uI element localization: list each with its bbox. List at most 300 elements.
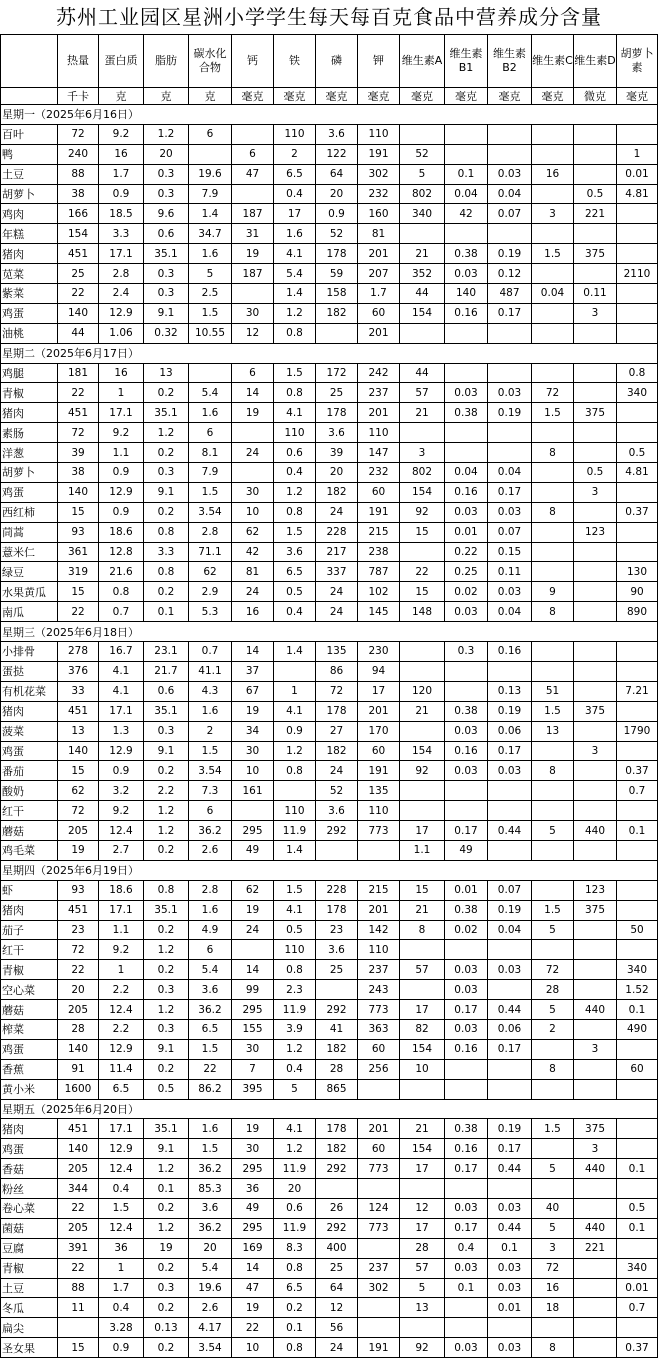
table-cell: 0.6 [144, 681, 189, 701]
table-cell: 0.8 [274, 323, 316, 343]
table-cell: 10 [232, 1338, 274, 1358]
table-cell: 35.1 [144, 701, 189, 721]
table-cell: 17 [358, 681, 400, 701]
table-cell: 2.5 [189, 284, 232, 304]
table-cell: 0.7 [617, 1298, 658, 1318]
table-row [1, 1238, 658, 1258]
table-cell: 8 [532, 1338, 574, 1358]
table-cell: 6 [189, 423, 232, 443]
table-cell: 0.9 [274, 721, 316, 741]
table-cell: 0.3 [144, 1019, 189, 1039]
table-cell: 22 [189, 1059, 232, 1079]
table-cell: 5.4 [189, 383, 232, 403]
table-cell: 3.6 [189, 1198, 232, 1218]
table-cell: 36 [232, 1179, 274, 1199]
table-cell: 0.03 [445, 1338, 488, 1358]
table-cell: 1.4 [274, 840, 316, 860]
table-cell: 21.6 [99, 562, 144, 582]
table-cell: 10 [232, 761, 274, 781]
table-row [1, 423, 658, 443]
table-row [1, 502, 658, 522]
table-cell: 1 [99, 1258, 144, 1278]
table-cell [445, 1179, 488, 1199]
table-cell: 12 [316, 1298, 358, 1318]
food-name: 榨菜 [1, 1019, 58, 1039]
table-cell: 15 [400, 880, 445, 900]
table-cell: 0.03 [488, 1338, 532, 1358]
section-label: 星期二（2025年6月17日） [1, 343, 658, 363]
table-cell: 72 [532, 383, 574, 403]
table-cell: 440 [574, 1159, 617, 1179]
table-cell: 319 [58, 562, 99, 582]
table-cell [488, 781, 532, 801]
table-cell: 440 [574, 1000, 617, 1020]
table-cell: 0.8 [274, 761, 316, 781]
table-cell [617, 701, 658, 721]
table-cell: 0.5 [617, 443, 658, 463]
table-cell [400, 661, 445, 681]
table-cell: 49 [445, 840, 488, 860]
table-cell: 35.1 [144, 244, 189, 264]
table-cell [488, 224, 532, 244]
table-cell: 21 [400, 244, 445, 264]
table-cell: 278 [58, 642, 99, 662]
table-cell [617, 661, 658, 681]
section-label: 星期一（2025年6月16日） [1, 105, 658, 125]
table-cell: 0.38 [445, 244, 488, 264]
table-cell: 154 [400, 1039, 445, 1059]
table-cell: 16 [99, 144, 144, 164]
table-cell [532, 880, 574, 900]
table-cell: 1.4 [274, 642, 316, 662]
table-cell: 0.2 [144, 502, 189, 522]
food-name: 粉丝 [1, 1179, 58, 1199]
table-cell [574, 1079, 617, 1099]
header-corner-unit [1, 88, 58, 105]
table-cell [488, 363, 532, 383]
table-cell: 0.04 [488, 184, 532, 204]
table-cell [574, 980, 617, 1000]
table-row [1, 144, 658, 164]
table-cell: 4.17 [189, 1318, 232, 1338]
table-row [1, 1198, 658, 1218]
table-cell: 6.5 [189, 1019, 232, 1039]
table-cell: 60 [617, 1059, 658, 1079]
table-cell: 17 [400, 1159, 445, 1179]
table-cell: 11.4 [99, 1059, 144, 1079]
table-cell: 240 [58, 144, 99, 164]
table-cell: 0.04 [445, 184, 488, 204]
table-cell [617, 880, 658, 900]
table-cell [445, 423, 488, 443]
table-cell: 34.7 [189, 224, 232, 244]
table-row [1, 741, 658, 761]
table-cell: 0.3 [445, 642, 488, 662]
table-cell: 0.03 [445, 960, 488, 980]
table-cell: 42 [445, 204, 488, 224]
food-name: 圣女果 [1, 1338, 58, 1358]
table-row [1, 920, 658, 940]
table-row [1, 1159, 658, 1179]
table-cell: 0.19 [488, 403, 532, 423]
table-cell: 110 [274, 124, 316, 144]
column-unit: 毫克 [617, 88, 658, 105]
table-cell: 52 [316, 224, 358, 244]
table-cell: 28 [58, 1019, 99, 1039]
table-row [1, 1298, 658, 1318]
table-cell [58, 1318, 99, 1338]
table-cell: 34 [232, 721, 274, 741]
table-cell: 86.2 [189, 1079, 232, 1099]
table-cell: 5.4 [189, 1258, 232, 1278]
table-cell [574, 363, 617, 383]
table-cell [232, 284, 274, 304]
table-cell [532, 542, 574, 562]
table-cell: 375 [574, 244, 617, 264]
table-cell [488, 980, 532, 1000]
table-cell: 201 [358, 900, 400, 920]
table-cell [445, 323, 488, 343]
table-cell: 22 [58, 1198, 99, 1218]
table-cell: 0.03 [488, 1258, 532, 1278]
table-row [1, 124, 658, 144]
table-cell: 0.3 [144, 721, 189, 741]
table-cell [574, 423, 617, 443]
table-row [1, 681, 658, 701]
table-cell: 0.8 [274, 383, 316, 403]
table-cell: 20 [144, 144, 189, 164]
table-cell: 2.6 [189, 840, 232, 860]
table-cell: 1.5 [532, 244, 574, 264]
table-cell: 12 [400, 1198, 445, 1218]
table-cell: 1.2 [144, 821, 189, 841]
table-cell: 191 [358, 761, 400, 781]
table-cell: 42 [232, 542, 274, 562]
table-cell: 2110 [617, 264, 658, 284]
food-name: 茼蒿 [1, 522, 58, 542]
food-name: 薏米仁 [1, 542, 58, 562]
table-cell [617, 224, 658, 244]
table-cell: 0.37 [617, 502, 658, 522]
food-name: 水果黄瓜 [1, 582, 58, 602]
table-cell [574, 1258, 617, 1278]
table-cell: 3.6 [316, 940, 358, 960]
table-cell: 237 [358, 960, 400, 980]
table-cell [532, 463, 574, 483]
table-cell: 154 [400, 741, 445, 761]
food-name: 土豆 [1, 1278, 58, 1298]
table-cell: 110 [274, 801, 316, 821]
table-cell: 0.06 [488, 1019, 532, 1039]
table-cell [532, 1179, 574, 1199]
table-cell: 451 [58, 701, 99, 721]
table-row [1, 1039, 658, 1059]
table-cell: 0.16 [445, 482, 488, 502]
table-cell: 3 [574, 303, 617, 323]
table-cell: 13 [58, 721, 99, 741]
table-cell: 0.03 [445, 1198, 488, 1218]
table-cell: 221 [574, 204, 617, 224]
table-cell: 487 [488, 284, 532, 304]
table-cell [574, 1338, 617, 1358]
table-cell: 232 [358, 463, 400, 483]
table-cell: 4.1 [99, 681, 144, 701]
table-cell: 1.1 [400, 840, 445, 860]
table-cell: 215 [358, 522, 400, 542]
table-cell: 169 [232, 1238, 274, 1258]
table-cell: 787 [358, 562, 400, 582]
table-cell: 16 [532, 1278, 574, 1298]
table-cell: 178 [316, 900, 358, 920]
table-cell [532, 801, 574, 821]
table-cell: 62 [232, 880, 274, 900]
table-row [1, 323, 658, 343]
table-cell: 2.9 [189, 582, 232, 602]
table-cell [617, 840, 658, 860]
table-cell: 20 [58, 980, 99, 1000]
food-name: 香蕉 [1, 1059, 58, 1079]
table-cell: 178 [316, 244, 358, 264]
table-cell: 1.52 [617, 980, 658, 1000]
table-cell [445, 224, 488, 244]
table-cell: 30 [232, 1039, 274, 1059]
table-cell [358, 1238, 400, 1258]
table-cell: 13 [400, 1298, 445, 1318]
table-cell: 1.5 [189, 482, 232, 502]
table-cell: 0.01 [445, 880, 488, 900]
table-cell: 44 [400, 284, 445, 304]
table-cell: 0.15 [488, 542, 532, 562]
table-cell [617, 1179, 658, 1199]
table-cell: 17.1 [99, 701, 144, 721]
table-cell: 182 [316, 1139, 358, 1159]
table-cell: 221 [574, 1238, 617, 1258]
table-cell: 64 [316, 164, 358, 184]
table-cell [574, 761, 617, 781]
table-cell: 0.4 [274, 184, 316, 204]
food-name: 青椒 [1, 383, 58, 403]
table-cell: 17 [274, 204, 316, 224]
table-cell: 18.5 [99, 204, 144, 224]
table-cell: 228 [316, 522, 358, 542]
table-cell: 0.9 [99, 761, 144, 781]
table-cell: 1 [99, 383, 144, 403]
table-row [1, 224, 658, 244]
table-cell: 0.11 [574, 284, 617, 304]
table-cell: 47 [232, 164, 274, 184]
table-cell: 50 [617, 920, 658, 940]
table-cell [617, 403, 658, 423]
column-unit: 千卡 [58, 88, 99, 105]
table-cell: 81 [358, 224, 400, 244]
table-cell: 0.4 [445, 1238, 488, 1258]
table-cell: 22 [58, 602, 99, 622]
table-cell [274, 781, 316, 801]
table-cell: 17.1 [99, 1119, 144, 1139]
table-cell: 3 [574, 741, 617, 761]
food-name: 蘑菇 [1, 1000, 58, 1020]
table-cell: 217 [316, 542, 358, 562]
table-cell: 23.1 [144, 642, 189, 662]
table-cell: 12.9 [99, 1139, 144, 1159]
food-name: 酸奶 [1, 781, 58, 801]
table-cell: 30 [232, 1139, 274, 1159]
table-cell: 72 [58, 423, 99, 443]
table-cell: 110 [358, 423, 400, 443]
table-cell: 16 [532, 164, 574, 184]
table-row [1, 284, 658, 304]
table-cell: 0.07 [488, 522, 532, 542]
food-name: 豆腐 [1, 1238, 58, 1258]
table-cell: 19 [144, 1238, 189, 1258]
table-cell: 0.6 [144, 224, 189, 244]
table-cell: 122 [316, 144, 358, 164]
table-cell: 0.5 [574, 184, 617, 204]
food-name: 鸡蛋 [1, 741, 58, 761]
table-cell: 451 [58, 900, 99, 920]
table-cell: 0.01 [445, 522, 488, 542]
table-cell: 56 [316, 1318, 358, 1338]
table-cell: 391 [58, 1238, 99, 1258]
table-cell: 0.3 [144, 164, 189, 184]
table-row [1, 900, 658, 920]
table-cell [617, 423, 658, 443]
table-cell [488, 144, 532, 164]
table-cell: 0.16 [445, 1139, 488, 1159]
table-cell: 2.4 [99, 284, 144, 304]
table-cell: 361 [58, 542, 99, 562]
table-cell: 242 [358, 363, 400, 383]
column-unit: 毫克 [358, 88, 400, 105]
table-cell [574, 920, 617, 940]
table-cell: 0.16 [488, 642, 532, 662]
table-cell: 145 [358, 602, 400, 622]
table-cell: 292 [316, 1159, 358, 1179]
table-row [1, 443, 658, 463]
table-cell: 0.04 [488, 463, 532, 483]
table-cell: 22 [58, 284, 99, 304]
table-cell: 1.2 [274, 1039, 316, 1059]
table-cell: 17.1 [99, 900, 144, 920]
table-cell: 15 [58, 761, 99, 781]
table-cell: 28 [532, 980, 574, 1000]
table-cell: 0.2 [144, 920, 189, 940]
table-cell: 0.17 [445, 1000, 488, 1020]
table-cell: 35.1 [144, 1119, 189, 1139]
table-cell: 201 [358, 323, 400, 343]
table-cell: 92 [400, 1338, 445, 1358]
table-cell: 40 [532, 1198, 574, 1218]
table-cell: 0.5 [274, 920, 316, 940]
header-corner [1, 35, 58, 88]
table-cell: 82 [400, 1019, 445, 1039]
table-cell: 24 [316, 1338, 358, 1358]
table-cell: 6.5 [274, 562, 316, 582]
table-cell: 0.03 [488, 1278, 532, 1298]
table-cell: 1.2 [274, 1139, 316, 1159]
table-cell: 12.9 [99, 741, 144, 761]
table-cell: 802 [400, 463, 445, 483]
table-cell [532, 224, 574, 244]
table-cell: 88 [58, 164, 99, 184]
table-cell: 0.7 [617, 781, 658, 801]
table-cell: 10.55 [189, 323, 232, 343]
table-cell: 4.1 [274, 403, 316, 423]
table-cell [400, 801, 445, 821]
table-cell: 12.9 [99, 482, 144, 502]
header-units-row [1, 88, 658, 105]
table-cell: 81 [232, 562, 274, 582]
table-cell: 17 [400, 1218, 445, 1238]
table-cell: 0.03 [445, 980, 488, 1000]
table-cell [617, 1119, 658, 1139]
table-cell: 0.44 [488, 821, 532, 841]
table-cell: 9.1 [144, 741, 189, 761]
table-cell: 17.1 [99, 403, 144, 423]
table-cell: 36.2 [189, 1000, 232, 1020]
table-cell: 201 [358, 1119, 400, 1139]
table-row [1, 204, 658, 224]
table-cell [574, 1019, 617, 1039]
table-cell: 0.6 [274, 443, 316, 463]
table-row [1, 1278, 658, 1298]
table-cell: 22 [58, 1258, 99, 1278]
table-cell: 0.9 [99, 463, 144, 483]
table-cell: 140 [445, 284, 488, 304]
table-cell: 292 [316, 1218, 358, 1238]
table-row [1, 980, 658, 1000]
table-cell: 23 [58, 920, 99, 940]
food-name: 洋葱 [1, 443, 58, 463]
table-row [1, 661, 658, 681]
table-row [1, 1079, 658, 1099]
table-cell: 19 [232, 403, 274, 423]
table-cell [400, 1179, 445, 1199]
food-name: 鸡蛋 [1, 1139, 58, 1159]
table-cell: 0.38 [445, 1119, 488, 1139]
table-cell: 0.04 [445, 463, 488, 483]
table-cell: 158 [316, 284, 358, 304]
table-cell: 24 [316, 502, 358, 522]
table-cell [617, 244, 658, 264]
table-cell: 57 [400, 1258, 445, 1278]
food-name: 红干 [1, 940, 58, 960]
table-cell: 1.2 [144, 801, 189, 821]
table-cell: 1600 [58, 1079, 99, 1099]
column-unit: 毫克 [445, 88, 488, 105]
table-cell: 0.1 [144, 602, 189, 622]
table-cell: 0.2 [144, 1298, 189, 1318]
table-cell [488, 323, 532, 343]
table-cell: 0.1 [617, 1159, 658, 1179]
table-cell: 3.6 [274, 542, 316, 562]
table-cell: 400 [316, 1238, 358, 1258]
table-cell: 376 [58, 661, 99, 681]
table-cell: 72 [58, 124, 99, 144]
table-cell: 0.8 [274, 502, 316, 522]
table-cell [488, 124, 532, 144]
food-name: 蘑菇 [1, 821, 58, 841]
table-cell: 0.03 [488, 383, 532, 403]
table-cell: 0.38 [445, 900, 488, 920]
table-cell: 2.8 [189, 880, 232, 900]
table-cell: 5 [532, 1218, 574, 1238]
table-cell: 0.17 [488, 1139, 532, 1159]
table-cell: 2.2 [99, 980, 144, 1000]
table-cell: 90 [617, 582, 658, 602]
table-cell: 60 [358, 1039, 400, 1059]
table-cell: 256 [358, 1059, 400, 1079]
